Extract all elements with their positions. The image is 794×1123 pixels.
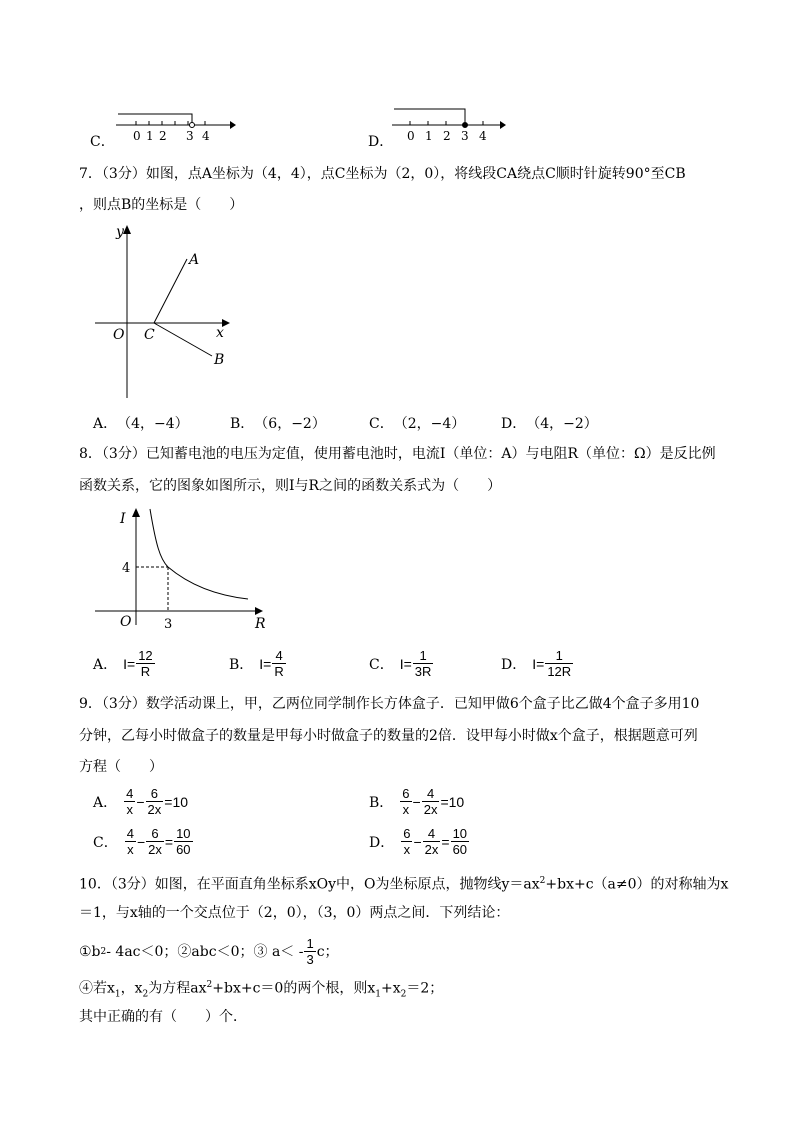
q9-option-c[interactable] [93,826,194,857]
q10-line1a: 10．（3分）如图，在平面直角坐标系xOy中，O为坐标原点，抛物线y＝ax [79,876,540,893]
q8-option-d-label: D． [501,656,527,673]
q6-option-c-number-line [112,104,236,144]
q9a-n2: 6 [146,786,164,802]
q9d-n3: 10 [452,826,468,841]
q9d-d2: 2x [424,842,439,857]
q10-s4a: ④若x [79,980,115,997]
q9a-minus: − [136,793,145,810]
q9-stem-line3: 方程（ ） [79,759,163,775]
q8-option-a[interactable] [93,648,156,679]
q10-s4f: ＝2； [406,980,444,997]
q9-option-a-label: A． [93,794,118,811]
q9c-minus: − [136,833,146,850]
q9d-minus: − [413,833,422,850]
q7-option-c-text: （2，−4） [393,416,466,432]
q7-option-b-text: （6，−2） [254,416,326,432]
q9c-n3: 10 [176,826,191,841]
q9d-eq: = [441,833,450,850]
q8-option-b-num: 4 [272,648,285,664]
q8-option-d[interactable] [501,648,574,679]
q9a-eq: =10 [164,793,189,810]
q10-statements-1-3 [79,936,339,967]
q10-s4c: 为方程ax [148,980,207,997]
q10-line1b: +bx+c（a≠0）的对称轴为x [545,876,729,893]
q6d-tick-1: 1 [425,129,433,143]
q7-fig-a: A [189,252,200,268]
q9b-n1: 6 [402,786,410,801]
q9c-d1: x [127,842,134,857]
q9d-n1: 6 [403,826,411,841]
q9c-eq: = [164,833,174,850]
q6d-tick-0: 0 [407,129,415,143]
q9-option-b[interactable] [369,786,464,817]
q7-fig-y: y [116,224,124,240]
q10-statement-4 [79,976,443,1003]
q9-option-a[interactable] [93,786,188,817]
q6c-tick-2: 2 [159,129,167,143]
q9a-d2: 2x [147,802,162,817]
q8-fig-i: I [120,511,126,527]
q7-stem-line1: 7．（3分）如图，点A坐标为（4，4），点C坐标为（2，0），将线段CA绕点C顺时针旋转90°至CB [79,166,686,182]
q6c-tick-0: 0 [133,129,141,143]
q9b-n2: 4 [422,786,440,802]
q9c-d3: 60 [176,842,191,857]
q10-s4d: +bx+c＝0的两个根，则x [212,980,376,997]
q7-option-a-label: A． [93,416,118,432]
q8-option-d-lhs: I= [532,655,545,672]
q8-figure [92,505,272,633]
q7-figure [92,222,242,404]
q10-s1c: c； [316,943,339,960]
q10-s4e: +x [380,980,401,997]
q10-stem-line1 [79,872,728,894]
q8-option-a-lhs: I= [123,655,136,672]
q9d-d1: x [403,842,411,857]
q6c-tick-4: 4 [202,129,210,143]
q7-option-d-text: （4，−2） [526,416,598,432]
q7-stem-line2: ，则点B的坐标是（ ） [79,197,244,213]
q10-s1-sup: 2 [100,946,107,957]
q8-stem-line2: 函数关系，它的图象如图所示，则I与R之间的函数关系式为（ ） [79,478,502,494]
q7-option-d-label: D． [501,416,527,432]
q7-fig-c: C [144,327,155,343]
q9-option-d-label: D． [369,834,395,851]
q9c-n1: 4 [126,826,134,841]
q9c-d2: 2x [148,842,162,857]
q9a-n1: 4 [126,786,134,801]
q10-s4b: ，x [120,980,143,997]
q8-fig-4: 4 [122,561,131,576]
q7-option-c[interactable] [369,413,465,433]
q9b-d2: 2x [423,802,438,817]
q7-fig-o: O [113,327,125,343]
q7-option-d[interactable] [501,413,598,433]
q10-s4-sub2: 2 [142,989,149,1000]
q9b-eq: =10 [440,793,465,810]
q10-s4-sup: 2 [206,980,213,990]
q8-option-d-num: 1 [545,648,573,664]
q6-option-d-number-line [388,104,512,144]
q7-option-a[interactable] [93,413,189,433]
q7-option-c-label: C． [369,416,394,432]
q10-s4-sub3: 1 [375,989,381,1000]
q8-option-c-num: 1 [413,648,434,664]
q9c-n2: 6 [146,826,164,842]
q8-stem-line1: 8．（3分）已知蓄电池的电压为定值，使用蓄电池时，电流I（单位：A）与电阻R（单位：Ω）是反比例 [79,446,716,462]
q6c-tick-3: 3 [186,129,194,143]
q8-option-a-label: A． [93,656,118,673]
q6-option-d-label: D． [368,134,394,150]
q6-option-c-label: C． [90,134,115,150]
q8-option-b-den: R [274,664,284,679]
q8-option-c-label: C． [369,656,394,673]
q6d-tick-3: 3 [461,129,469,143]
q9-stem-line1: 9．（3分）数学活动课上，甲，乙两位同学制作长方体盒子．已知甲做6个盒子比乙做4个盒子多用10 [79,696,700,712]
q10-s4-sub1: 1 [114,989,121,1000]
q9-option-c-label: C． [93,834,118,851]
q6d-tick-4: 4 [479,129,487,143]
q10-s1-den: 3 [306,952,314,967]
q10-s1-num: 1 [306,936,314,951]
q8-option-b-lhs: I= [259,655,272,672]
q8-option-c-lhs: I= [399,655,412,672]
q7-option-b[interactable] [230,413,326,433]
q10-s1a: ①b [79,943,101,960]
q7-fig-b: B [214,352,225,368]
q6d-tick-2: 2 [443,129,451,143]
q8-option-a-num: 12 [138,648,153,663]
q9d-n2: 4 [423,826,441,842]
q10-sup2: 2 [539,876,546,886]
q9-option-d[interactable] [369,826,470,857]
q8-option-c[interactable] [369,648,434,679]
q8-option-b[interactable] [229,648,287,679]
q10-s4-sub4: 2 [400,989,407,1000]
q7-fig-x: x [216,325,224,341]
q9-stem-line2: 分钟，乙每小时做盒子的数量是甲每小时做盒子的数量的2倍．设甲每小时做x个盒子，根据题意可列 [79,728,698,744]
q9-option-b-label: B． [369,794,394,811]
q9b-d1: x [402,802,410,817]
q10-last-line: 其中正确的有（ ）个． [79,1009,247,1025]
q7-option-b-label: B． [230,416,255,432]
q9a-d1: x [126,802,133,817]
q10-s1b: - 4ac＜0；②abc＜0；③ a＜ - [106,943,304,960]
q8-option-b-label: B． [229,656,254,673]
q9b-minus: − [412,793,421,810]
q9d-d3: 60 [452,842,468,857]
q8-option-d-den: 12R [547,664,572,679]
q8-option-a-den: R [140,664,151,679]
q8-fig-3: 3 [164,617,173,632]
q8-fig-o: O [120,614,132,630]
q8-fig-r: R [255,616,266,632]
q10-stem-line2: ＝1，与x轴的一个交点位于（2，0），（3，0）两点之间．下列结论： [79,905,510,921]
q7-option-a-text: （4，−4） [117,416,189,432]
q6c-tick-1: 1 [146,129,154,143]
q8-option-c-den: 3R [414,664,432,679]
